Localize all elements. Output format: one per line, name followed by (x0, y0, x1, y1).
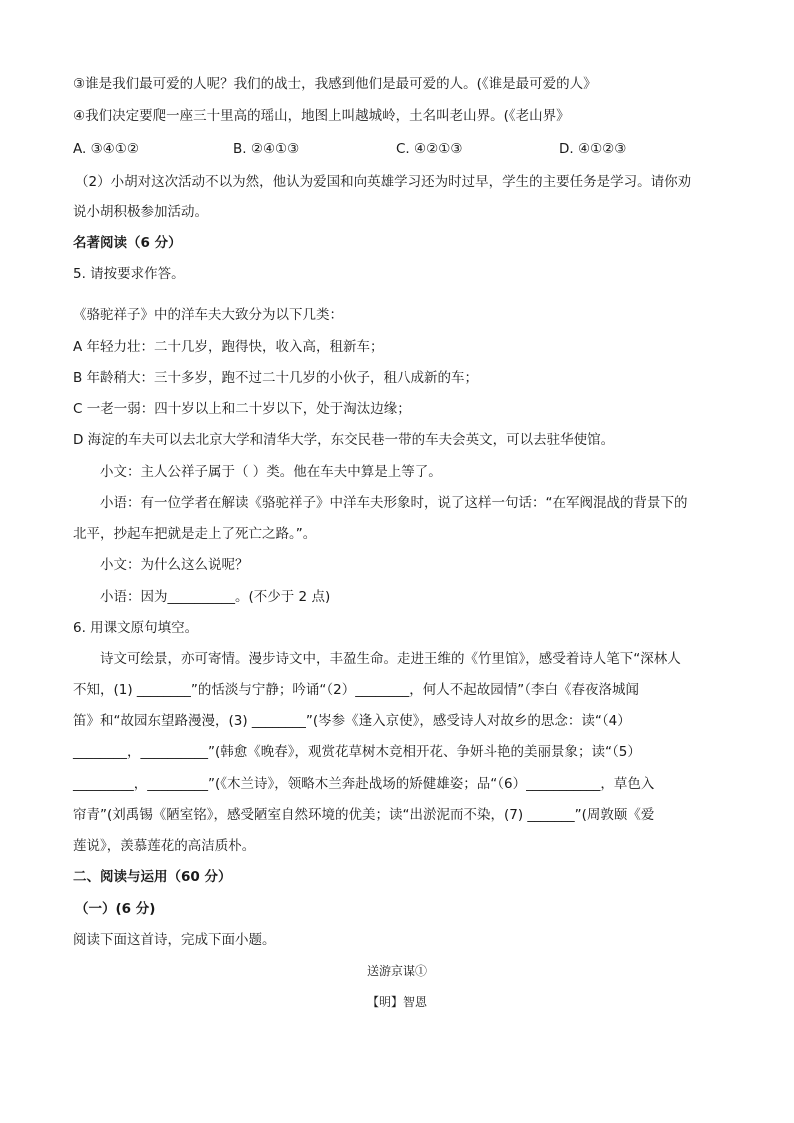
text-line: 莲说》，羡慕莲花的高洁质朴。 (73, 838, 256, 854)
text-line: A 年轻力壮：二十几岁，跑得快，收入高，租新车； (73, 339, 384, 355)
text-line: 阅读下面这首诗，完成下面小题。 (73, 932, 276, 948)
dialogue-line: 小文：为什么这么说呢？ (100, 557, 249, 573)
poem-title: 送游京谋① (366, 964, 427, 978)
text-line: 说小胡积极参加活动。 (73, 204, 208, 220)
question-6: 6. 用课文原句填空。 (73, 620, 199, 636)
text-line: C 一老一弱：四十岁以上和二十岁以下，处于淘汰边缘； (73, 401, 411, 417)
option-d: D. ④①②③ (559, 141, 627, 157)
text-line: _________，_________”(《木兰诗》，领略木兰奔赴战场的矫健雄姿；品“（6）___________，草色入 (73, 776, 655, 792)
section-heading: 二、阅读与运用（60 分） (73, 869, 232, 885)
text-line: ③谁是我们最可爱的人呢？我们的战士，我感到他们是最可爱的人。(《谁是最可爱的人》 (73, 76, 597, 92)
text-line: 诗文可绘景，亦可寄情。漫步诗文中，丰盈生命。走进王维的《竹里馆》，感受着诗人笔下“深林人 (100, 651, 681, 667)
option-a: A. ③④①② (73, 141, 139, 157)
text-line: （2）小胡对这次活动不以为然，他认为爱国和向英雄学习还为时过早，学生的主要任务是学习。请你劝 (75, 174, 692, 190)
poem-author: 【明】智恩 (366, 995, 427, 1009)
subsection-heading: （一）(6 分) (75, 901, 156, 917)
dialogue-line: 小语：有一位学者在解读《骆驼祥子》中洋车夫形象时，说了这样一句话：“在军阀混战的背景下的 (100, 495, 688, 511)
text-line: ________，__________”(韩愈《晚春》，观赏花草树木竞相开花、争妍斗艳的美丽景象；读“（5） (73, 744, 641, 760)
text-line: 《骆驼祥子》中的洋车夫大致分为以下几类： (73, 307, 343, 323)
option-b: B. ②④①③ (233, 141, 300, 157)
question-5: 5. 请按要求作答。 (73, 266, 185, 282)
dialogue-line: 北平，抄起车把就是走上了死亡之路。”。 (73, 526, 317, 542)
dialogue-line: 小语：因为__________。(不少于 2 点) (100, 589, 331, 605)
text-line: 不知，(1) ________”的恬淡与宁静；吟诵“（2）________，何人不起故园情”（李白《春夜洛城闻 (73, 682, 639, 698)
text-line: 帘青”(刘禹锡《陋室铭》，感受陋室自然环境的优美；读“出淤泥而不染，(7) _______”(周敦颐《爱 (73, 807, 655, 823)
text-line: D 海淀的车夫可以去北京大学和清华大学，东交民巷一带的车夫会英文，可以去驻华使馆。 (73, 432, 615, 448)
option-c: C. ④②①③ (396, 141, 463, 157)
text-line: ④我们决定要爬一座三十里高的瑶山，地图上叫越城岭，土名叫老山界。(《老山界》 (73, 108, 570, 124)
text-line: B 年龄稍大：三十多岁，跑不过二十几岁的小伙子，租八成新的车； (73, 370, 479, 386)
section-heading: 名著阅读（6 分） (73, 235, 182, 251)
text-line: 笛》和“故园东望路漫漫，(3) ________”(岑参《逢入京使》，感受诗人对故乡的思念：读“（4） (73, 713, 631, 729)
dialogue-line: 小文：主人公祥子属于（ ）类。他在车夫中算是上等了。 (100, 464, 442, 480)
